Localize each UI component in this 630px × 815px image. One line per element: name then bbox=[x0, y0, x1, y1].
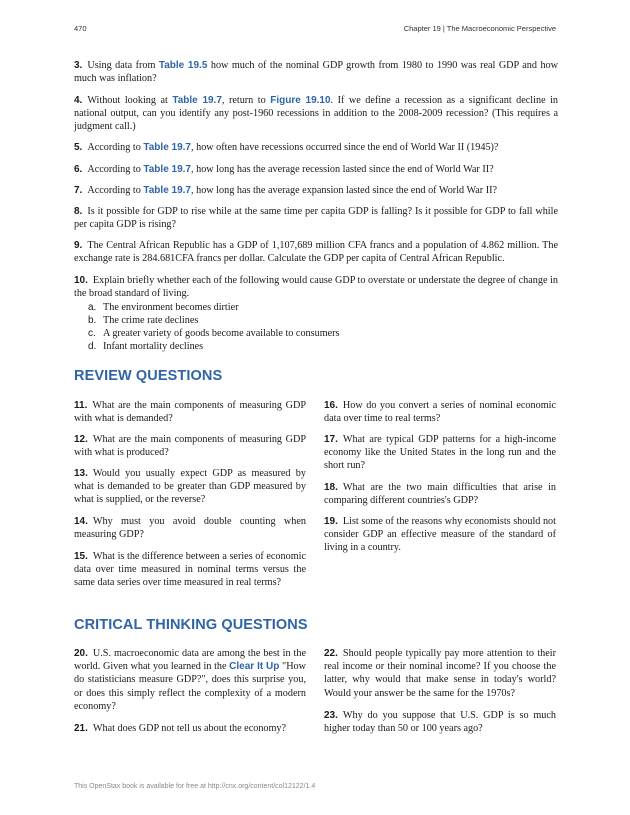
question-21: 21. What does GDP not tell us about the economy? bbox=[74, 723, 287, 734]
question-19: 19. List some of the reasons why economists should not consider GDP an effective measure of the standard of living in a country. bbox=[324, 516, 556, 554]
clear-it-up-link[interactable]: Clear It Up bbox=[229, 661, 280, 673]
table-19-7-link[interactable]: Table 19.7 bbox=[172, 95, 222, 106]
list-item: b. The crime rate declines bbox=[88, 315, 199, 326]
question-11: 11. What are the main components of measuring GDP with what is demanded? bbox=[74, 400, 306, 425]
chapter-title: Chapter 19 | The Macroeconomic Perspective bbox=[403, 24, 556, 33]
list-item: d. Infant mortality declines bbox=[88, 341, 204, 352]
question-number: 6. bbox=[74, 164, 83, 175]
question-12: 12. What are the main components of measuring GDP with what is produced? bbox=[74, 434, 306, 459]
question-7: 7. According to Table 19.7, how long has the average expansion lasted since the end of World War II? bbox=[74, 185, 498, 196]
question-number: 5. bbox=[74, 142, 83, 153]
question-6: 6. According to Table 19.7, how long has the average recession lasted since the end of World War II? bbox=[74, 164, 494, 175]
list-item: c. A greater variety of goods become available to consumers bbox=[88, 328, 340, 339]
question-15: 15. What is the difference between a series of economic data over time measured in nominal terms versus the same data series over time measured in real terms? bbox=[74, 551, 306, 589]
question-8: 8. Is it possible for GDP to rise while at the same time per capita GDP is falling? Is it possible for GDP to fall while per capita GDP is rising? bbox=[74, 206, 558, 231]
question-9: 9. The Central African Republic has a GDP of 1,107,689 million CFA francs and a population of 4.862 million. The exchange rate is 284.681CFA francs per dollar. Calculate the GDP per capita of Central African Republic. bbox=[74, 240, 558, 265]
section-heading-critical: CRITICAL THINKING QUESTIONS bbox=[74, 617, 308, 633]
page-number: 470 bbox=[74, 24, 87, 33]
question-number: 7. bbox=[74, 185, 83, 196]
question-number: 4. bbox=[74, 95, 83, 106]
question-16: 16. How do you convert a series of nominal economic data over time to real terms? bbox=[324, 400, 556, 425]
question-4: 4. Without looking at Table 19.7, return to Figure 19.10. If we define a recession as a significant decline in national output, can you identify any post-1960 recessions in addition to the 2008-2009 recession? (This requires a judgment call.) bbox=[74, 95, 559, 133]
table-19-7-link[interactable]: Table 19.7 bbox=[143, 164, 191, 175]
section-heading-review: REVIEW QUESTIONS bbox=[74, 368, 223, 384]
question-22: 22. Should people typically pay more attention to their real income or their nominal income? If you choose the latter, why would that make sense in today's world? Would your answer be the same for the 1970s? bbox=[324, 648, 556, 699]
figure-19-10-link[interactable]: Figure 19.10 bbox=[270, 95, 331, 106]
question-10: 10. Explain briefly whether each of the following would cause GDP to overstate or understate the degree of change in the broad standard of living. bbox=[74, 275, 558, 300]
table-19-7-link[interactable]: Table 19.7 bbox=[143, 142, 191, 153]
question-20: 20. U.S. macroeconomic data are among the best in the world. Given what you learned in the Clear It Up "How do statisticians measure GDP?", does this surprise you, or does this simply reflect the complexity of a modern economy? bbox=[74, 648, 307, 712]
list-item: a. The environment becomes dirtier bbox=[88, 302, 239, 313]
question-number: 10. bbox=[74, 275, 88, 286]
question-number: 3. bbox=[74, 60, 83, 71]
table-19-7-link[interactable]: Table 19.7 bbox=[143, 185, 191, 196]
question-18: 18. What are the two main difficulties that arise in comparing different countries's GDP? bbox=[324, 482, 556, 507]
page-footer: This OpenStax book is available for free at http://cnx.org/content/col12122/1.4 bbox=[74, 783, 316, 790]
table-19-5-link[interactable]: Table 19.5 bbox=[158, 60, 208, 71]
question-14: 14. Why must you avoid double counting when measuring GDP? bbox=[74, 516, 306, 541]
question-3: 3. Using data from Table 19.5 how much of the nominal GDP growth from 1980 to 1990 was real GDP and how much was inflation? bbox=[74, 60, 558, 85]
question-23: 23. Why do you suppose that U.S. GDP is so much higher today than 50 or 100 years ago? bbox=[324, 710, 556, 735]
question-number: 9. bbox=[74, 240, 83, 251]
question-13: 13. Would you usually expect GDP as measured by what is demanded to be greater than GDP measured by what is supplied, or the reverse? bbox=[74, 468, 306, 506]
question-17: 17. What are typical GDP patterns for a high-income economy like the United States in the long run and the short run? bbox=[324, 434, 556, 472]
question-number: 8. bbox=[74, 206, 83, 217]
question-5: 5. According to Table 19.7, how often have recessions occurred since the end of World War II (1945)? bbox=[74, 142, 499, 153]
